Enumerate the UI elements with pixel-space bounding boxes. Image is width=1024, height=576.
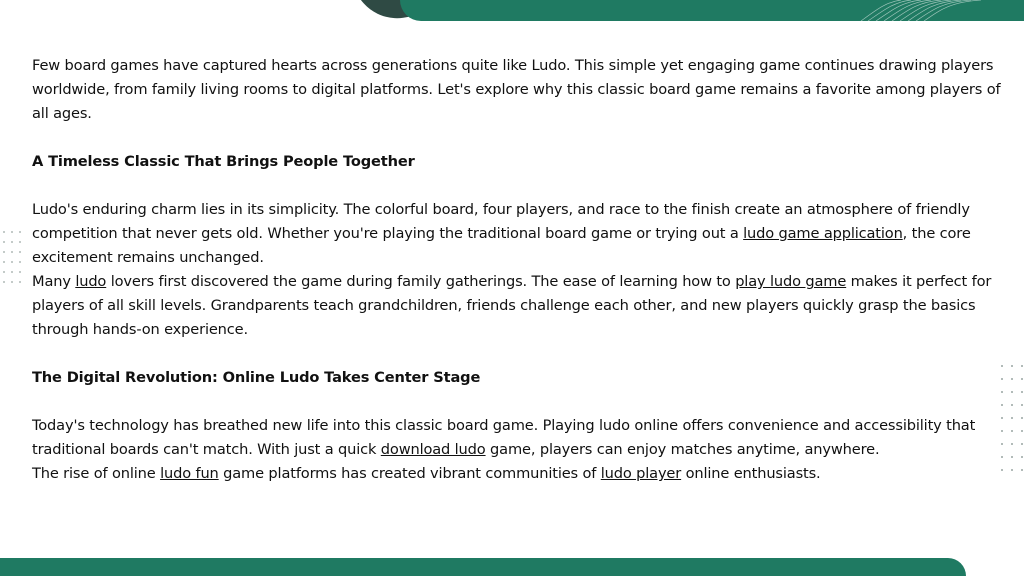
- section-heading-digital-revolution: The Digital Revolution: Online Ludo Takes Center Stage: [32, 369, 481, 386]
- dot-grid-decoration-left: [2, 228, 24, 288]
- link-ludo[interactable]: ludo: [75, 273, 107, 290]
- link-download-ludo[interactable]: download ludo: [380, 441, 486, 458]
- paragraph-online-communities: The rise of online ludo fun game platforms has created vibrant communities of ludo player online enthusiasts.: [32, 465, 821, 482]
- bottom-accent-band: [0, 558, 966, 576]
- wave-lines-decoration: [856, 0, 1024, 21]
- link-ludo-fun[interactable]: ludo fun: [160, 465, 219, 482]
- link-ludo-game-application[interactable]: ludo game application: [743, 225, 903, 242]
- intro-paragraph: Few board games have captured hearts across generations quite like Ludo. This simple yet engaging game continues drawing players worldwide, from family living rooms to digital platforms. Let's explore why this classic board game remains a favorite among players of all ages.: [32, 57, 1001, 122]
- article-body: [32, 54, 1017, 486]
- paragraph-enduring-charm: Ludo's enduring charm lies in its simplicity. The colorful board, four players, and race to the finish create an atmosphere of friendly competition that never gets old. Whether you're playing the traditional board game or trying out a ludo game application, the core excitement remains unchanged.: [32, 201, 971, 266]
- link-play-ludo-game[interactable]: play ludo game: [735, 273, 847, 290]
- link-ludo-player[interactable]: ludo player: [600, 465, 682, 482]
- section-heading-timeless-classic: A Timeless Classic That Brings People Together: [32, 153, 415, 170]
- paragraph-family-gatherings: Many ludo lovers first discovered the game during family gatherings. The ease of learning how to play ludo game makes it perfect for players of all skill levels. Grandparents teach grandchildren, friends challenge each other, and new players quickly grasp the basics through hands-on experience.: [32, 273, 992, 338]
- paragraph-technology: Today's technology has breathed new life into this classic board game. Playing ludo online offers convenience and accessibility that traditional boards can't match. With just a quick download ludo game, players can enjoy matches anytime, anywhere.: [32, 417, 976, 458]
